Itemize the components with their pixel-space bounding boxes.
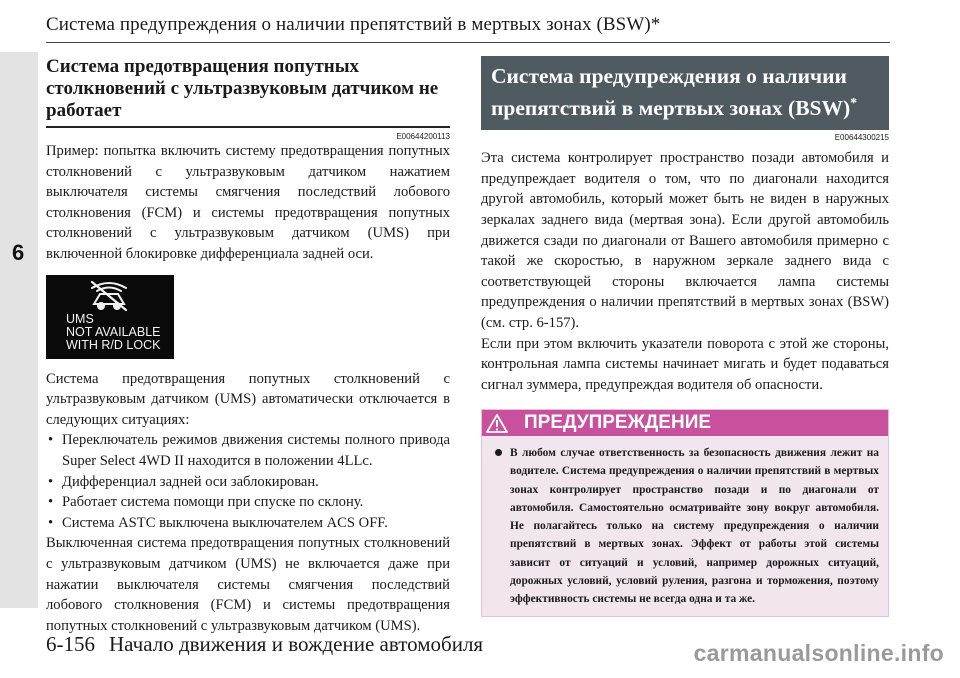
chapter-sidebar bbox=[0, 52, 38, 608]
ums-section-code: E00644200113 bbox=[396, 132, 450, 141]
bsw-section-code: E00644300215 bbox=[834, 133, 889, 143]
warning-label: ПРЕДУПРЕЖДЕНИЕ bbox=[524, 412, 712, 434]
bsw-section-title bbox=[481, 56, 889, 130]
bsw-title-line-1: Система предупреждения о наличии bbox=[491, 64, 847, 88]
display-line-3: WITH R/D LOCK bbox=[66, 337, 161, 352]
list-item: • Работает система помощи при спуске по склону. bbox=[46, 492, 450, 513]
running-header: Система предупреждения о наличии препятствий в мертвых зонах (BSW)* bbox=[46, 14, 661, 35]
ums-situations-list bbox=[46, 430, 450, 533]
bsw-title-line-2: препятствий в мертвых зонах (BSW) bbox=[491, 96, 851, 121]
ums-display-image bbox=[46, 275, 174, 359]
list-item: • Дифференциал задней оси заблокирован. bbox=[46, 472, 450, 493]
ums-display-text bbox=[66, 313, 161, 352]
display-line-2: NOT AVAILABLE bbox=[66, 324, 161, 339]
watermark: carmanualsonline.info bbox=[693, 640, 944, 666]
header-rule bbox=[46, 42, 890, 43]
ums-paragraph-note: Выключенная система предотвращения попутных столкновений с ультразвуковым датчиком (UMS) не включается даже при нажатии выключателя системы смягчения последствий лобового столкновения (FCM) и системы предотвращения попутных столкновений с ультразвуковым датчиком (UMS). bbox=[46, 535, 450, 634]
ums-paragraph-situations: Система предотвращения попутных столкновений с ультразвуковым датчиком (UMS) автоматически отключается в следующих ситуациях: bbox=[46, 370, 450, 428]
ums-paragraph-example: Пример: попытка включить систему предотвращения попутных столкновений с ультразвуковым датчиком нажатием выключателя системы смягчения последствий лобового столкновения (FCM) и системы предотвращения попутных столкновений с ультразвуковым датчиком (UMS) при включенной блокировке дифференциала задней оси. bbox=[46, 143, 450, 262]
footer-section-title: Начало движения и вождение автомобиля bbox=[109, 632, 484, 656]
right-column bbox=[481, 56, 889, 617]
bsw-title-mark: * bbox=[850, 96, 858, 111]
chapter-number: 6 bbox=[12, 240, 25, 265]
page-footer bbox=[46, 632, 483, 657]
sensor-warning-icon bbox=[86, 280, 132, 312]
bsw-paragraph-turn-signal: Если при этом включить указатели поворота с этой же стороны, контрольная лампа системы начинает мигать и будет подаваться сигнал зуммера, предупреждая водителя об опасности. bbox=[481, 335, 889, 393]
warning-text: В любом случае ответственность за безопасность движения лежит на водителе. Система предупреждения о наличии препятствий в мертвых зонах контролирует пространство позади и по диагонали от автомобиля. Самостоятельно осматривайте зону вокруг автомобиля. Не полагайтесь только на систему предупреждения о наличии препятствий в мертвых зонах. Эффект от работы этой системы зависит от ситуаций и условий, например дорожных ситуаций, дорожных условий, условий руления, разгона и торможения, поэтому эффективность системы не всегда одна и та же. bbox=[510, 447, 879, 605]
warning-header bbox=[482, 410, 888, 436]
page-number: 6-156 bbox=[46, 632, 95, 656]
warning-box bbox=[481, 409, 889, 617]
warning-triangle-icon bbox=[486, 414, 508, 433]
list-item: • Система ASTC выключена выключателем ACS OFF. bbox=[46, 513, 450, 534]
warning-body bbox=[482, 436, 888, 616]
display-line-1: UMS bbox=[66, 311, 94, 326]
left-column bbox=[46, 56, 450, 636]
ums-section-title: Система предотвращения попутных столкновений с ультразвуковым датчиком не работает bbox=[46, 56, 450, 128]
list-item: • Переключатель режимов движения системы полного привода Super Select 4WD II находится в положении 4LLc. bbox=[46, 430, 450, 471]
bsw-paragraph-description: Эта система контролирует пространство позади автомобиля и предупреждает водителя о том, что по диагонали находится другой автомобиль, который может быть не виден в наружных зеркалах заднего вида (мертвая зона). Если другой автомобиль движется сзади по диагонали от Вашего автомобиля примерно с такой же скоростью, в наружном зеркале заднего вида с соответствующей стороны включается лампа системы предупреждения о наличии препятствий в мертвых зонах (BSW) (см. стр. 6-157). bbox=[481, 150, 889, 331]
bullet-dot bbox=[495, 449, 502, 456]
